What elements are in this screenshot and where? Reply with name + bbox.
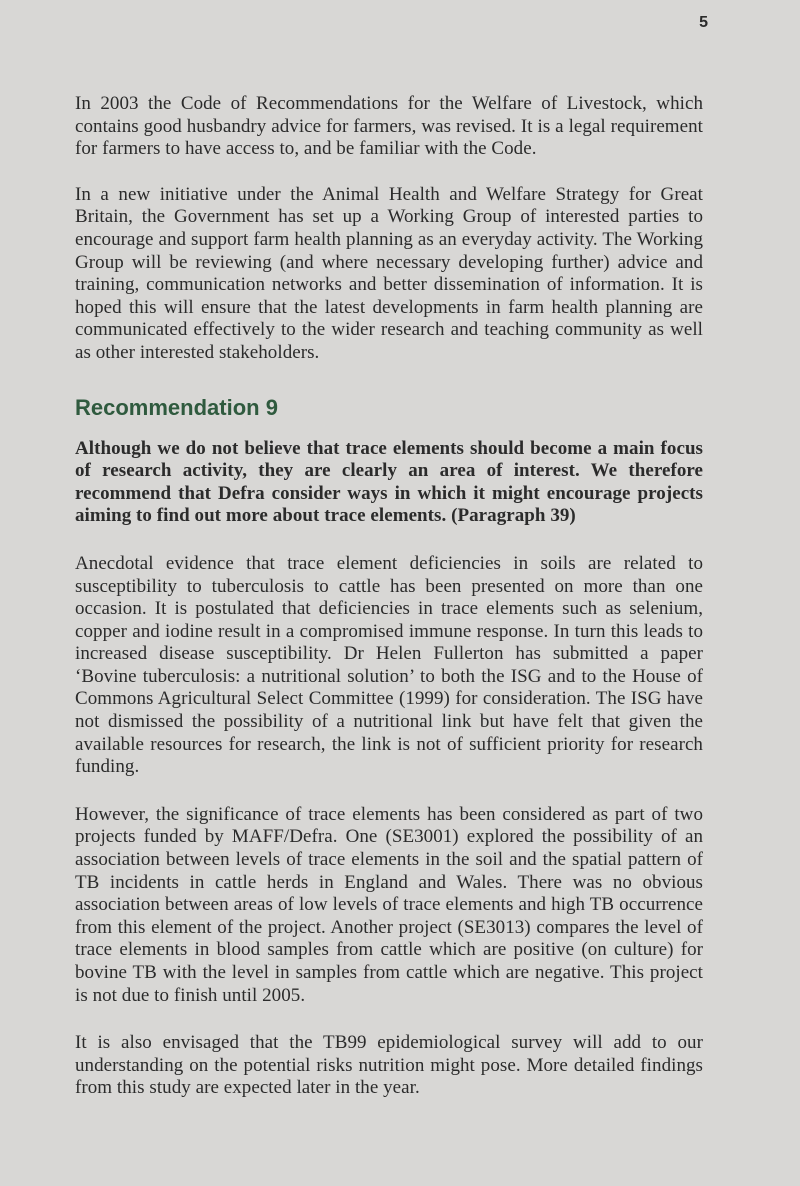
- paragraph-anecdotal-evidence: Anecdotal evidence that trace element deficiencies in soils are related to susceptibility to tuberculosis to cattle has been presented on more than one occasion. It is postulated that deficiencies in trace elements such as selenium, copper and iodine result in a compromised immune response. In turn this leads to increased disease susceptibility. Dr Helen Fullerton has submitted a paper ‘Bovine tuberculosis: a nutritional solution’ to both the ISG and to the House of Commons Agricultural Select Committee (1999) for consideration. The ISG have not dismissed the possibility of a nutritional link but have felt that given the available resources for research, the link is not of sufficient priority for research funding.: [75, 552, 703, 778]
- paragraph-code-of-recommendations: In 2003 the Code of Recommendations for the Welfare of Livestock, which contains good husbandry advice for farmers, was revised. It is a legal requirement for farmers to have access to, and be familiar with the Code.: [75, 93, 703, 160]
- paragraph-trace-element-projects: However, the significance of trace elements has been considered as part of two projects funded by MAFF/Defra. One (SE3001) explored the possibility of an association between levels of trace elements in the soil and the spatial pattern of TB incidents in cattle herds in England and Wales. There was no obvious association between areas of low levels of trace elements and high TB occurrence from this element of the project. Another project (SE3013) compares the level of trace elements in blood samples from cattle which are positive (on culture) for bovine TB with the level in samples from cattle which are negative. This project is not due to finish until 2005.: [75, 803, 703, 1006]
- paragraph-tb99-survey: It is also envisaged that the TB99 epidemiological survey will add to our understanding on the potential risks nutrition might pose. More detailed findings from this study are expected later in the year.: [75, 1032, 703, 1099]
- recommendation-heading: Recommendation 9: [75, 394, 278, 420]
- paragraph-working-group: In a new initiative under the Animal Health and Welfare Strategy for Great Britain, the Government has set up a Working Group of interested parties to encourage and support farm health planning as an everyday activity. The Working Group will be reviewing (and where necessary developing further) advice and training, communication networks and better dissemination of information. It is hoped this will ensure that the latest developments in farm health planning are communicated effectively to the wider research and teaching community as well as other interested stakeholders.: [75, 183, 703, 363]
- page-content: [75, 93, 703, 1100]
- recommendation-text: Although we do not believe that trace elements should become a main focus of research activity, they are clearly an area of interest. We therefore recommend that Defra consider ways in which it might encourage projects aiming to find out more about trace elements. (Paragraph 39): [75, 437, 703, 527]
- page-number: 5: [699, 14, 708, 31]
